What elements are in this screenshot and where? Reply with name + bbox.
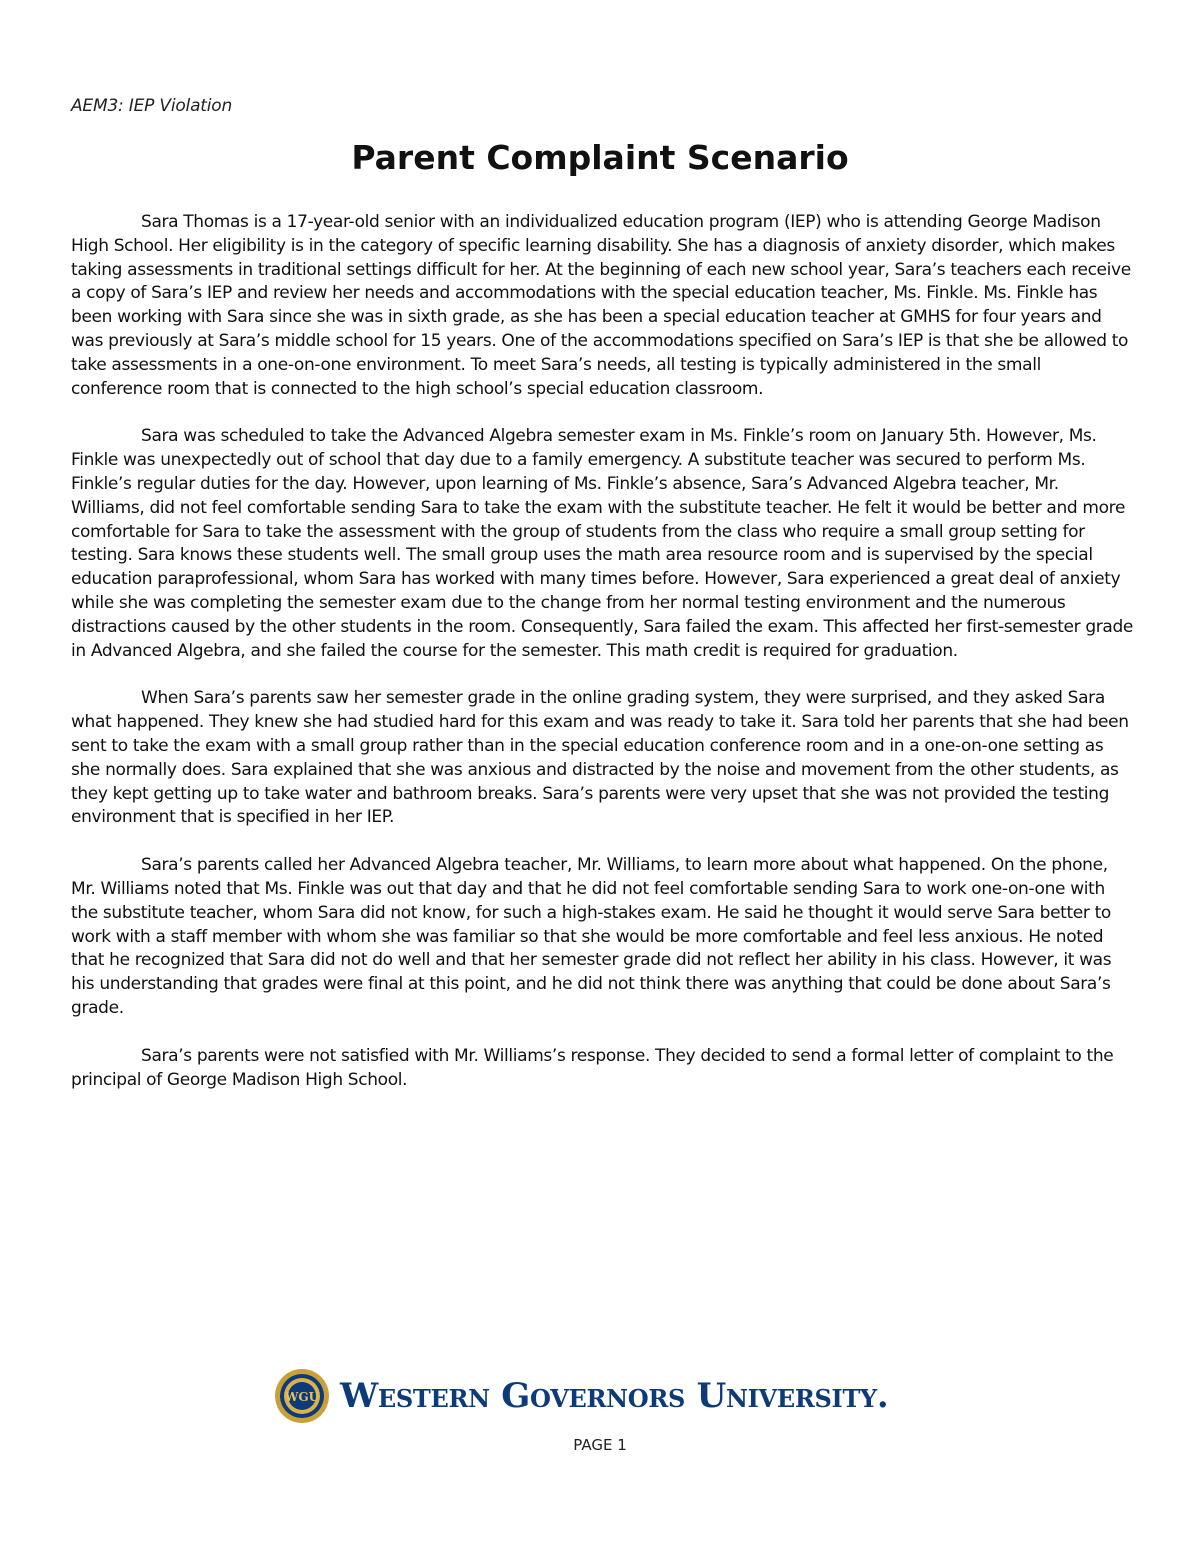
university-seal-icon <box>274 1368 330 1424</box>
university-logo <box>274 1368 888 1424</box>
paragraph-4: Sara’s parents called her Advanced Algebra teacher, Mr. Williams, to learn more about what happened. On the phone, Mr. Williams noted that Ms. Finkle was out that day and that he did not feel comfortable sending Sara to work one-on-one with the substitute teacher, whom Sara did not know, for such a high-stakes exam. He said he thought it would serve Sara better to work with a staff member with whom she was familiar so that she would be more comfortable and feel less anxious. He noted that he recognized that Sara did not do well and that her semester grade did not reflect her ability in his class. However, it was his understanding that grades were final at this point, and he did not think there was anything that could be done about Sara’s grade. <box>71 855 1112 1018</box>
paragraph-5: Sara’s parents were not satisfied with Mr. Williams’s response. They decided to send a formal letter of complaint to the principal of George Madison High School. <box>71 1045 1114 1090</box>
university-wordmark: Western Governors University. <box>340 1376 889 1416</box>
course-label: AEM3: IEP Violation <box>71 96 233 116</box>
scenario-body <box>71 211 1134 1116</box>
paragraph-1: Sara Thomas is a 17-year-old senior with an individualized education program (IEP) who is attending George Madison High School. Her eligibility is in the category of specific learning disability. She has a diagnosis of anxiety disorder, which makes taking assessments in traditional settings difficult for her. At the beginning of each new school year, Sara’s teachers each receive a copy of Sara’s IEP and review her needs and accommodations with the special education teacher, Ms. Finkle. Ms. Finkle has been working with Sara since she was in sixth grade, as she has been a special education teacher at GMHS for four years and was previously at Sara’s middle school for 15 years. One of the accommodations specified on Sara’s IEP is that she be allowed to take assessments in a one-on-one environment. To meet Sara’s needs, all testing is typically administered in the small conference room that is connected to the high school’s special education classroom. <box>71 212 1131 399</box>
svg-text:WGU: WGU <box>284 1390 320 1404</box>
page-title: Parent Complaint Scenario <box>351 138 849 177</box>
paragraph-3: When Sara’s parents saw her semester grade in the online grading system, they were surprised, and they asked Sara what happened. They knew she had studied hard for this exam and was ready to take it. Sara told her parents that she had been sent to take the exam with a small group rather than in the special education conference room and in a one-on-one setting as she normally does. Sara explained that she was anxious and distracted by the noise and movement from the other students, as they kept getting up to take water and bathroom breaks. Sara’s parents were very upset that she was not provided the testing environment that is specified in her IEP. <box>71 688 1129 828</box>
page-number: PAGE 1 <box>573 1436 627 1454</box>
paragraph-2: Sara was scheduled to take the Advanced Algebra semester exam in Ms. Finkle’s room on January 5th. However, Ms. Finkle was unexpectedly out of school that day due to a family emergency. A substitute teacher was secured to perform Ms. Finkle’s regular duties for the day. However, upon learning of Ms. Finkle’s absence, Sara’s Advanced Algebra teacher, Mr. Williams, did not feel comfortable sending Sara to take the exam with the substitute teacher. He felt it would be better and more comfortable for Sara to take the assessment with the group of students from the class who require a small group setting for testing. Sara knows these students well. The small group uses the math area resource room and is supervised by the special education paraprofessional, whom Sara has worked with many times before. However, Sara experienced a great deal of anxiety while she was completing the semester exam due to the change from her normal testing environment and the numerous distractions caused by the other students in the room. Consequently, Sara failed the exam. This affected her first-semester grade in Advanced Algebra, and she failed the course for the semester. This math credit is required for graduation. <box>71 426 1134 661</box>
